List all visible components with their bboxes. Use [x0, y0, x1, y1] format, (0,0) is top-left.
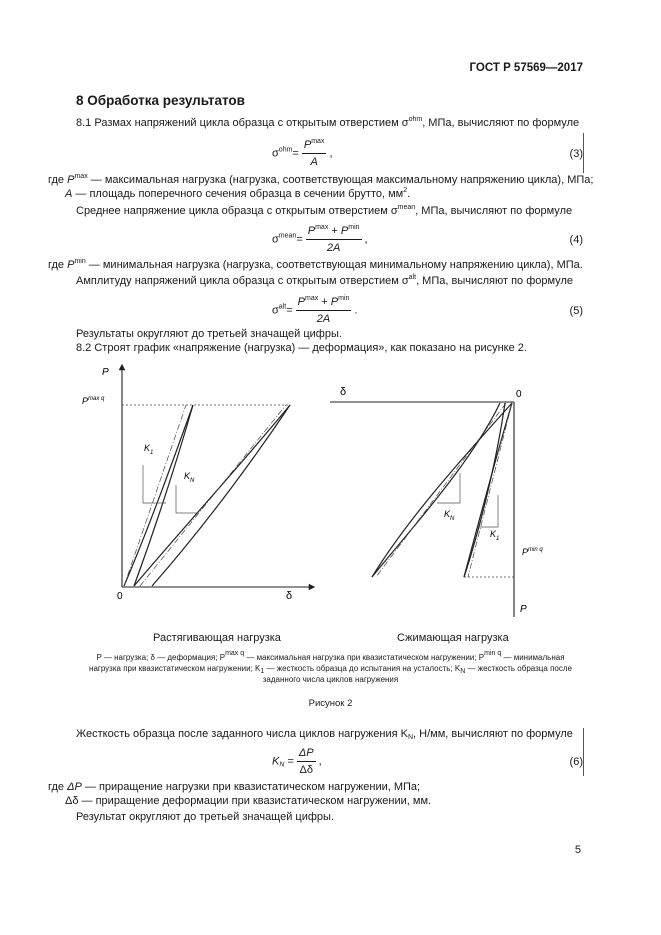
formula-3-number: (3): [569, 148, 583, 160]
figure-label: Рисунок 2: [308, 698, 353, 709]
compressive-origin: 0: [516, 389, 522, 400]
pmin-label: $P^{min q}$: [522, 547, 543, 557]
section-title: 8 Обработка результатов: [76, 93, 245, 108]
k1-label-left: $K_1$: [144, 443, 154, 456]
change-bar-2: [583, 728, 584, 776]
paragraph-rounding-2: Результат округляют до третьей значащей цифры.: [76, 811, 335, 823]
pmax-label: $P^{max q}$: [82, 396, 105, 406]
compressive-axis-delta-label: δ: [340, 386, 347, 398]
k1-unloading-curve-right: [464, 403, 505, 577]
where-delta-delta: Δδ — приращение деформации при квазистатическом нагружении, мм.: [65, 795, 432, 807]
formula-3: $\sigma^{ohm}=$ $\frac{P^{max}}{A}$ ,: [272, 138, 333, 168]
kn-label-right: $K_N$: [444, 509, 455, 522]
legend-line-1: P — нагрузка; δ — деформация; $P^{max q}$ — максимальная нагрузка при квазистатическом нагружении; $P^{min q}$ — минимальная: [96, 650, 565, 662]
paragraph-8-2: 8.2 Строят график «напряжение (нагрузка) — деформация», как показано на рисунке 2.: [76, 342, 527, 354]
paragraph-stiffness: Жесткость образца после заданного числа циклов нагружения $K_N$, Н/мм, вычисляют по формуле: [76, 728, 573, 741]
change-bar: [583, 133, 584, 173]
kn-unloading-curve: [152, 405, 290, 586]
legend-line-2: нагрузка при квазистатическом нагружении; $K_1$ — жесткость образца до испытания на усталость; $K_N$ — жесткость образца после: [89, 664, 572, 675]
kn-label-left: $K_N$: [184, 471, 195, 484]
where-pmin: где $P^{min}$ — минимальная нагрузка (нагрузка, соответствующая минимальному напряжению цикла), МПа.: [48, 258, 583, 271]
figure-2-graph: [0, 355, 661, 655]
formula-4: $\sigma^{mean}=$ $\frac{P^{max} + P^{min}}{2A}$ ,: [272, 224, 368, 254]
formula-5-number: (5): [569, 305, 583, 317]
caption-tensile: Растягивающая нагрузка: [153, 632, 281, 644]
paragraph-mean: Среднее напряжение цикла образца с открытым отверстием $\sigma^{mean}$, МПа, вычисляют по формуле: [76, 204, 573, 217]
tensile-origin: 0: [117, 591, 123, 602]
where-area: A — площадь поперечного сечения образца в сечении брутто, $мм^2$.: [65, 187, 411, 200]
where-pmax: где $P^{max}$ — максимальная нагрузка (нагрузка, соответствующая максимальному напряжению цикла), МПа;: [48, 173, 594, 186]
k1-label-right: $K_1$: [490, 529, 500, 542]
formula-6-number: (6): [569, 756, 583, 768]
figure-legend: [20, 652, 641, 685]
k1-loading-curve: [124, 405, 193, 586]
paragraph-rounding: Результаты округляют до третьей значащей цифры.: [76, 328, 342, 340]
k1-secant-line: [124, 405, 186, 586]
legend-line-3: заданного числа циклов нагружения: [262, 675, 399, 684]
k1-secant-right: [468, 403, 512, 577]
standard-number: ГОСТ Р 57569—2017: [469, 62, 583, 74]
paragraph-alt: Амплитуду напряжений цикла образца с открытым отверстием $\sigma^{alt}$, МПа, вычисляют по формуле: [76, 274, 573, 287]
formula-5: $\sigma^{alt}=$ $\frac{P^{max} + P^{min}}{2A}$ .: [272, 295, 358, 325]
compressive-chart: [330, 386, 543, 617]
kn-triangle-right: [437, 473, 460, 503]
kn-secant-right: [376, 403, 506, 577]
compressive-axis-p-label: P: [520, 604, 527, 615]
k1-triangle-right: [478, 495, 498, 527]
where-delta-p: где ΔP — приращение нагрузки при квазистатическом нагружении, МПа;: [48, 781, 421, 793]
formula-4-number: (4): [569, 234, 583, 246]
formula-6: $K_N$ = $\frac{\Delta P}{\Delta\delta}$ ,: [272, 747, 322, 776]
caption-compressive: Сжимающая нагрузка: [397, 632, 509, 644]
kn-loading-curve: [134, 405, 290, 586]
paragraph-8-1: 8.1 Размах напряжений цикла образца с открытым отверстием $\sigma^{ohm}$, МПа, вычисляют по формуле: [76, 116, 580, 129]
kn-triangle: [176, 485, 198, 513]
tensile-chart: [82, 367, 312, 602]
tensile-axis-p-label: P: [102, 367, 109, 378]
tensile-axis-delta-label: δ: [286, 590, 293, 602]
page-number: 5: [574, 844, 581, 856]
